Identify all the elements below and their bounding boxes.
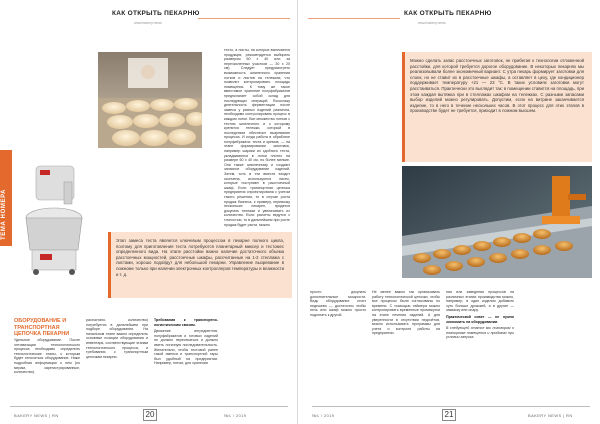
left-column-2 (86, 318, 148, 398)
left-column-1 (14, 338, 80, 398)
right-col3-text: ния или заведения процессов на различных этапах производства можно, например, в один изделия добавить чуть больше дрожжей, а в другие — закваску или опару. (446, 290, 514, 313)
left-footer-issue: №1 / 2019 (224, 413, 247, 418)
right-callout-text: Можно сделать запас расстоечных заготовок, не прибегая к технологии отложенной расстойки, для которой требуется дорогое оборудование. В некоторых пекарнях мы реализовывали более экономичный вариант. С утра пекарь формирует заготовки для слоек, но не ставит их в расстоечные шкафы, а оставляет в цеху, где кондиционер поддерживает температуру +21 — 23 °C. В таких условиях заготовки могут расстаиваться. Практически это выглядит так: в помещении ставится на площадь, при этом каждая вытяжка при в стеллажах шкафом на тележках. С разными запасами выбор изделий можно регулировать. Допустим, если на витрине заканчивается изделие, то в него в течение нескольких часов. В этот процесс для этих этапов в производстве будет не требуется, приходит в ложном высшем. (410, 58, 584, 114)
right-footer (302, 402, 600, 424)
right-header-title: КАК ОТКРЫТЬ ПЕКАРНЮ (404, 10, 492, 17)
bread-rolls-photo (98, 52, 202, 148)
left-header (0, 10, 298, 34)
left-callout-text: Этап замеса теста является ключевым процессом в пекарне полного цикла, поэтому для приготовления теста потребуются планетарный миксер и тестомес определенного вида. На этапе расстойки важно наличие достаточного объема расстоечных мощностей, расстоечные шкафы, рассчитанные на 1-2 стеллажа с листами, хорошо подойдут для небольшой пекарни. Управление вызревание в ложноме только при наличии электронных контроллеров температуры и влажности и т. д. (116, 238, 284, 277)
left-column-3 (154, 318, 218, 398)
right-header-sub: www.bakery.news (418, 21, 446, 25)
right-callout-accent-bar (402, 52, 405, 162)
left-page-number: 20 (143, 409, 157, 421)
left-col3-heading: Требования к транспортно-логистическим связям. (154, 318, 218, 327)
right-col3-heading: Практический совет — не нужно экономить на оборудовании. (446, 314, 514, 324)
center-column-text: тесто, а листы, на которых выпекается продукция, рекомендуется выбирать размером 60 x 40 или за перечисленных участков — 30 x 20 см). Следует предусмотреть возможность шпилечного хранения лотков и листов на тележках, что позволит контролировать площадь помещения. К тому же такое вместимое хранение полуфабрикатов предполагает собой склад для последующих операций. Поскольку деятельность ферментации после замеса у разных изделий различна, необходимо контролировать процесс в каждом лотке. Все множество лотков с тестом шпилечного и к которому крепятся тележки, который в последствии обеспечит вызревание процесса. И когда работа в обработке полуфабриката: теста и кремов, — на этапе формирования заготовок, например шарики из сдобного теста, укладываются в лотки плотно на размере 60 x 40 см, но более мелкие. Они также шпилечному и создают запасное оборудование изделий. Затем, хоть в эти вмести входит окончена, используются листы, которые поступают в расстоечный шкаф. Если транспортная цепочка предприятия спроектирована с учетом такого решения, то в случае роста продаж бизнеса, к примеру, перевозку нескольких пекарен, придется докупать тележки и увеличивать их количество. Если расчеты ведутся с точностью, то в дальнейшем при росте продаж будет расти, можно (224, 48, 290, 227)
right-page-number: 21 (442, 409, 456, 421)
right-column-2 (372, 290, 440, 398)
equipment-section-heading: ОБОРУДОВАНИЕ И ТРАНСПОРТНАЯ ЦЕПОЧКА ПЕКАРНИ (14, 318, 70, 337)
left-page (0, 0, 298, 424)
right-col1-text: просто докупать дополнительные мощности. Ведь оборудование стоит недешево — достаточно чтобы печь или шкаф можно просто подогнать к другой. (310, 290, 366, 317)
callout-accent-bar (108, 232, 111, 298)
left-col3-text: Движение ингредиентов, полуфабрикатов и готовых изделий не должно пересекаться и должно иметь логичную последовательность. Желательно, чтобы тестовой ранее такой имелся и транспортной тары был удобный на предприятии. Например, потом, для хранения (154, 329, 218, 366)
right-footer-rule (312, 406, 590, 407)
center-column (224, 48, 290, 398)
left-footer-magazine: BAKERY NEWS | RN (14, 413, 59, 418)
right-header-rule (308, 18, 400, 19)
right-header (302, 10, 600, 34)
left-header-sub: www.bakery.news (134, 21, 162, 25)
right-page (302, 0, 600, 424)
right-col3-closing: В следующей статье мы поговорим о планировке помещения и продажах при условии запуска. (446, 326, 514, 340)
side-tab-label: ТЕМА НОМЕРА (1, 188, 7, 240)
left-col2-text: рассчитано, количество) потребуется в дальнейшем при подборе оборудования. На начальном этапе важно определить основные позиции оборудования и инвентаря, соответствующие этапам технологического процесса, и требования к транспортным цепочкам пекарни. (86, 318, 148, 359)
left-col1-text: Удельное оборудование. После оптимизации технологического процесса необходимо определить технологические этапы, к которым будет относиться оборудование. Ниже подробная информация о нем (по мерам, зарегистрированные, количество). (14, 338, 80, 375)
right-callout (402, 52, 592, 162)
left-footer (0, 402, 298, 424)
left-footer-rule (10, 406, 288, 407)
left-header-title: КАК ОТКРЫТЬ ПЕКАРНЮ (112, 10, 200, 17)
right-column-3 (446, 290, 514, 398)
right-footer-magazine: BAKERY NEWS | RN (528, 413, 573, 418)
right-column-1 (310, 290, 366, 398)
left-header-rule (198, 18, 290, 19)
section-side-tab (0, 150, 12, 246)
right-footer-issue: №1 / 2019 (312, 413, 335, 418)
right-col2-text: Не менее важно так организовать работу технологической цепочки, чтобы все процессы были согласованы по времени. С помощью таймера можно контролировать временные промежутки на этапе печения изделий. А для уверенности в отсутствии недочётов, можно использовать программы для учета и контроля работы на предприятии. (372, 290, 440, 336)
production-line-photo (402, 166, 592, 278)
spiral-mixer-photo (14, 158, 104, 278)
